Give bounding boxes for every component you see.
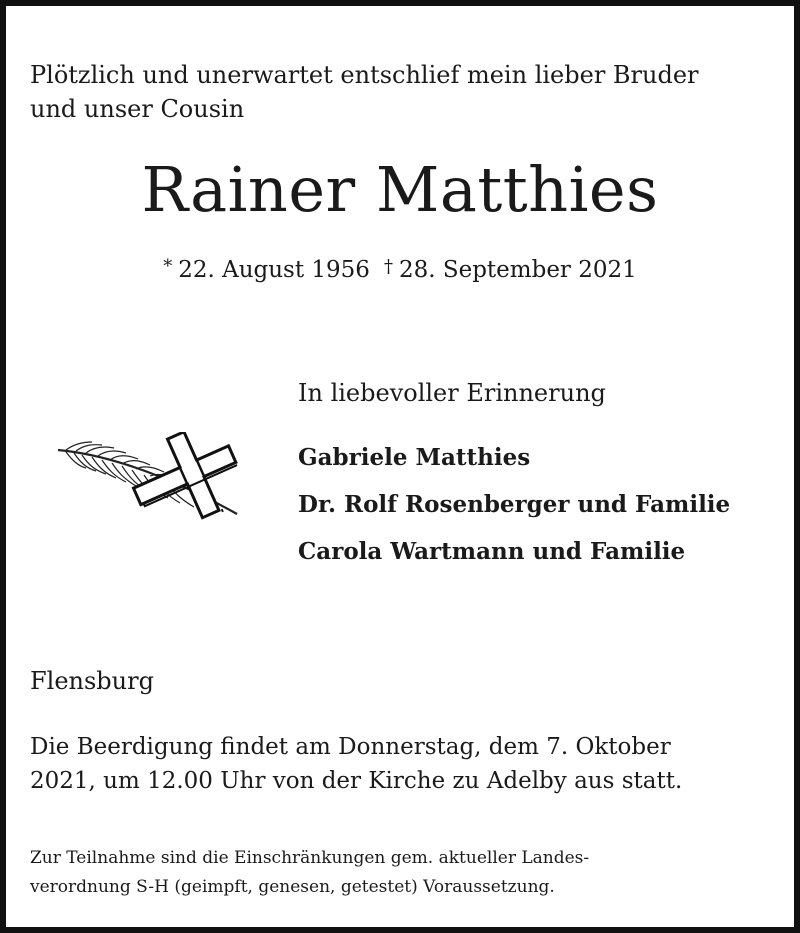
mourners-list: [298, 434, 730, 575]
mourner-name: Gabriele Matthies: [298, 444, 531, 471]
place-name: Flensburg: [30, 667, 154, 695]
memory-phrase: In liebevoller Erinnerung: [298, 379, 606, 407]
birth-date: 22. August 1956: [178, 257, 370, 283]
death-symbol: †: [383, 256, 393, 277]
funeral-info: [30, 730, 790, 798]
death-date: 28. September 2021: [398, 257, 637, 283]
deceased-name: Rainer Matthies: [141, 153, 659, 226]
funeral-line: 2021, um 12.00 Uhr von der Kirche zu Adelby aus statt.: [30, 768, 683, 794]
birth-symbol: *: [163, 256, 173, 277]
cross-palm-icon: [52, 432, 252, 522]
mourner-name: Dr. Rolf Rosenberger und Familie: [298, 491, 731, 518]
mourner-name: Carola Wartmann und Familie: [298, 538, 686, 565]
note-line: Zur Teilnahme sind die Einschränkungen gem. aktueller Landes-: [30, 848, 590, 868]
life-dates: [0, 250, 800, 287]
intro-text: [30, 58, 780, 126]
funeral-line: Die Beerdigung findet am Donnerstag, dem 7. Oktober: [30, 734, 671, 760]
intro-line: und unser Cousin: [30, 95, 245, 123]
intro-line: Plötzlich und unerwartet entschlief mein lieber Bruder: [30, 61, 699, 89]
covid-note: [30, 844, 780, 902]
note-line: verordnung S-H (geimpft, genesen, getestet) Voraussetzung.: [30, 877, 555, 897]
